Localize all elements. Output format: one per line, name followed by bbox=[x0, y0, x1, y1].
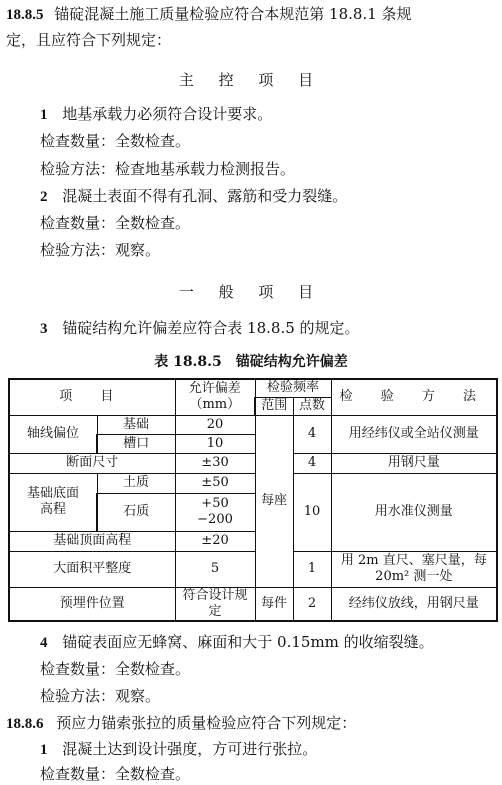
main-items-heading: 主 控 项 目 bbox=[178, 71, 324, 89]
table-header-row bbox=[9, 379, 497, 397]
cell-flatness-tol: 5 bbox=[175, 551, 255, 587]
cell-per-seat: 每座 bbox=[255, 415, 293, 587]
item-1 bbox=[40, 104, 272, 125]
item-4 bbox=[40, 632, 434, 653]
cell-rock: 石质 bbox=[97, 493, 175, 531]
cell-section-method: 用钢尺量 bbox=[331, 453, 497, 473]
clause-18-8-6-item-1-quantity: 检查数量：全数检查。 bbox=[40, 765, 191, 783]
item-number: 1 bbox=[40, 107, 48, 123]
cell-embedded-scope: 每件 bbox=[255, 587, 293, 621]
item-3 bbox=[40, 318, 360, 339]
clause-18-8-6 bbox=[6, 713, 356, 734]
item-number: 2 bbox=[40, 189, 48, 205]
cell-embedded-method: 经纬仪放线，用钢尺量 bbox=[331, 587, 497, 621]
cell-rock-tol: +50 −200 bbox=[175, 493, 255, 531]
cell-slot-tol: 10 bbox=[175, 434, 255, 453]
cell-foundation: 基础 bbox=[97, 415, 175, 434]
cell-axis-points: 4 bbox=[293, 415, 331, 453]
cell-embedded: 预埋件位置 bbox=[9, 587, 175, 621]
item-1-quantity: 检查数量：全数检查。 bbox=[40, 132, 191, 150]
table-row bbox=[9, 587, 497, 621]
item-text: 地基承载力必须符合设计要求。 bbox=[62, 105, 273, 123]
header-tolerance: 允许偏差 （mm） bbox=[175, 379, 255, 415]
cell-embedded-points: 2 bbox=[293, 587, 331, 621]
clause-18-8-5-line2: 定，且应符合下列规定： bbox=[6, 31, 172, 49]
cell-slot: 槽口 bbox=[97, 434, 175, 453]
cell-section-tol: ±30 bbox=[175, 453, 255, 473]
clause-18-8-5-line1 bbox=[6, 4, 412, 25]
cell-section-size: 断面尺寸 bbox=[9, 453, 175, 473]
cell-embedded-tol: 符合设计规定 bbox=[175, 587, 255, 621]
cell-flatness-points: 1 bbox=[293, 551, 331, 587]
clause-number: 18.8.6 bbox=[6, 716, 44, 732]
general-items-heading: 一 般 项 目 bbox=[178, 283, 324, 301]
cell-top-elevation: 基础顶面高程 bbox=[9, 531, 175, 551]
clause-text: 锚碇混凝土施工质量检验应符合本规范第 18.8.1 条规 bbox=[54, 5, 412, 23]
cell-base-points: 10 bbox=[293, 473, 331, 551]
cell-flatness: 大面积平整度 bbox=[9, 551, 175, 587]
table-row bbox=[9, 453, 497, 473]
header-item: 项 目 bbox=[9, 379, 175, 415]
table-row bbox=[9, 551, 497, 587]
item-text: 锚碇结构允许偏差应符合表 18.8.5 的规定。 bbox=[62, 319, 360, 337]
item-2-quantity: 检查数量：全数检查。 bbox=[40, 214, 191, 232]
header-frequency: 检验频率 bbox=[255, 379, 331, 397]
item-number: 3 bbox=[40, 321, 48, 337]
tolerance-table bbox=[8, 378, 498, 622]
table-row bbox=[9, 473, 497, 493]
header-points: 点数 bbox=[293, 397, 331, 415]
item-text: 锚碇表面应无蜂窝、麻面和大于 0.15mm 的收缩裂缝。 bbox=[62, 633, 434, 651]
item-4-quantity: 检查数量：全数检查。 bbox=[40, 660, 191, 678]
cell-soil-tol: ±50 bbox=[175, 473, 255, 493]
cell-axis-method: 用经纬仪或全站仪测量 bbox=[331, 415, 497, 453]
item-2-method: 检验方法：观察。 bbox=[40, 241, 161, 259]
item-text: 混凝土达到设计强度，方可进行张拉。 bbox=[62, 740, 318, 758]
clause-text: 预应力锚索张拉的质量检验应符合下列规定： bbox=[56, 714, 357, 732]
cell-top-tol: ±20 bbox=[175, 531, 255, 551]
clause-18-8-6-item-1 bbox=[40, 739, 317, 760]
item-1-method: 检验方法：检查地基承载力检测报告。 bbox=[40, 160, 296, 178]
item-2 bbox=[40, 186, 347, 207]
table-row bbox=[9, 415, 497, 434]
cell-flatness-method: 用 2m 直尺、塞尺量，每 20m² 测一处 bbox=[331, 551, 497, 587]
header-method: 检 验 方 法 bbox=[331, 379, 497, 415]
cell-base-elevation: 基础底面 高程 bbox=[9, 473, 97, 531]
cell-section-points: 4 bbox=[293, 453, 331, 473]
cell-base-method: 用水准仪测量 bbox=[331, 473, 497, 551]
item-text: 混凝土表面不得有孔洞、露筋和受力裂缝。 bbox=[62, 187, 348, 205]
header-scope: 范围 bbox=[255, 397, 293, 415]
item-number: 4 bbox=[40, 635, 48, 651]
clause-number: 18.8.5 bbox=[6, 7, 44, 23]
cell-soil: 土质 bbox=[97, 473, 175, 493]
table-caption: 表 18.8.5 锚碇结构允许偏差 bbox=[154, 354, 348, 370]
item-4-method: 检验方法：观察。 bbox=[40, 687, 161, 705]
item-number: 1 bbox=[40, 742, 48, 758]
cell-axis-offset: 轴线偏位 bbox=[9, 415, 97, 453]
cell-foundation-tol: 20 bbox=[175, 415, 255, 434]
